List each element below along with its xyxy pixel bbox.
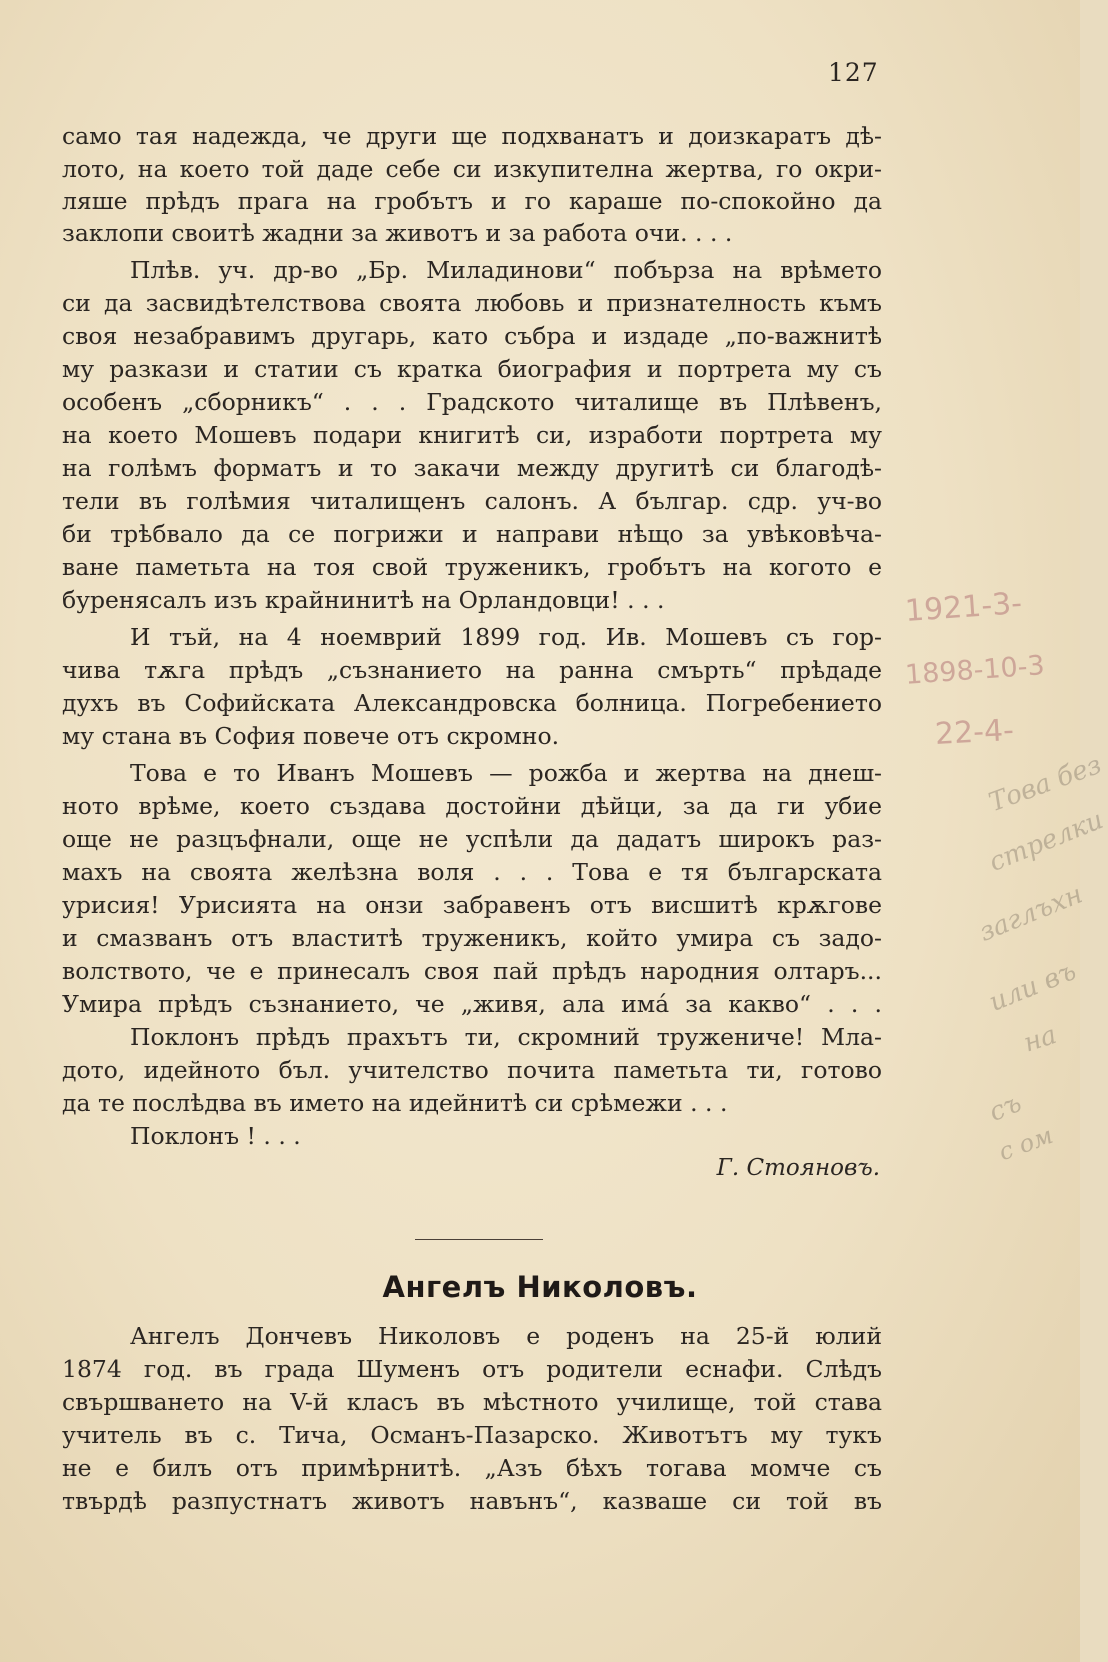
text-line: урисия! Урисията на онзи забравенъ отъ висшитѣ крѫгове	[62, 891, 882, 919]
text-line: ното врѣме, което създава достойни дѣйци, за да ги убие	[62, 792, 882, 820]
text-line: само тая надежда, че други ще подхванатъ и доизкаратъ дѣ-	[62, 122, 882, 150]
text-line: на което Мошевъ подари книгитѣ си, изработи портрета му	[62, 421, 882, 449]
text-line: Плѣв. уч. др-во „Бр. Миладинови“ побърза на врѣмето	[130, 256, 882, 284]
text-line: Умира прѣдъ съзнанието, че „живя, ала има́ за какво“ . . .	[62, 990, 882, 1018]
text-line: свършването на V-й класъ въ мѣстното училище, той става	[62, 1388, 882, 1416]
text-line: лото, на което той даде себе си изкупителна жертва, го окри-	[62, 155, 882, 183]
text-line: на голѣмъ форматъ и то закачи между другитѣ си благодѣ-	[62, 454, 882, 482]
text-line: ване паметьта на тоя свой труженикъ, гробътъ на когото е	[62, 553, 882, 581]
text-line: Поклонъ прѣдъ прахътъ ти, скромний труженичe! Мла-	[130, 1023, 882, 1051]
text-line: махъ на своята желѣзна воля . . . Това е тя българската	[62, 858, 882, 886]
text-line: би трѣбвало да се погрижи и направи нѣщо за увѣковѣча-	[62, 520, 882, 548]
text-line: Това е то Иванъ Мошевъ — рожба и жертва на днеш-	[130, 759, 882, 787]
pencil-note: съ	[985, 1088, 1026, 1128]
text-line: тели въ голѣмия читалищенъ салонъ. А българ. сдр. уч-во	[62, 487, 882, 515]
pencil-note: Това без	[985, 749, 1106, 819]
text-line: Ангелъ Дончевъ Николовъ е роденъ на 25-й юлий	[130, 1322, 882, 1350]
text-line: заклопи своитѣ жадни за животъ и за работа очи. . . .	[62, 219, 733, 247]
margin-annotation: 22-4-	[934, 712, 1015, 753]
pencil-note: с ом	[995, 1121, 1057, 1167]
pencil-note: или въ	[985, 955, 1081, 1018]
text-line: И тъй, на 4 ноемврий 1899 год. Ив. Мошевъ съ гор-	[130, 623, 882, 651]
text-line: своя незабравимъ другарь, като събра и издаде „по-важнитѣ	[62, 322, 882, 350]
margin-annotation: 1898-10-3	[904, 650, 1046, 691]
text-line: дото, идейното бъл. учителство почита паметьта ти, готово	[62, 1056, 882, 1084]
text-line: да те послѣдва въ името на идейнитѣ си срѣмежи . . .	[62, 1089, 728, 1117]
text-line: ляше прѣдъ прага на гробътъ и го караше по-спокойно да	[62, 187, 882, 215]
text-line: и смазванъ отъ властитѣ труженикъ, който умира съ задо-	[62, 924, 882, 952]
pencil-note: стрелки	[985, 805, 1108, 878]
text-line: буренясалъ изъ крайнинитѣ на Орландовци! . . .	[62, 586, 665, 614]
pencil-note: заглъхн	[975, 879, 1087, 948]
text-line: учитель въ с. Тича, Османъ-Пазарско. Животътъ му тукъ	[62, 1421, 882, 1449]
text-line: му стана въ София повече отъ скромно.	[62, 722, 560, 750]
text-line: му разкази и статии съ кратка биография и портрета му съ	[62, 355, 882, 383]
text-line: твърдѣ разпустнатъ животъ навънъ“, казваше си той въ	[62, 1487, 882, 1515]
closing-line: Поклонъ ! . . .	[130, 1122, 301, 1150]
text-line: още не разцъфнали, още не успѣли да дадатъ широкъ раз-	[62, 825, 882, 853]
margin-annotation: 1921-3-	[903, 585, 1024, 630]
pencil-note: на	[1020, 1019, 1061, 1059]
text-line: 1874 год. въ града Шуменъ отъ родители еснафи. Слѣдъ	[62, 1355, 882, 1383]
section-divider	[415, 1239, 543, 1240]
text-line: особенъ „сборникъ“ . . . Градското читалище въ Плѣвенъ,	[62, 388, 882, 416]
page-number: 127	[828, 58, 879, 87]
section-heading: Ангелъ Николовъ.	[382, 1270, 698, 1304]
text-line: духъ въ Софийската Александровска болница. Погребението	[62, 689, 882, 717]
text-line: волството, че е принесалъ своя пай прѣдъ народния олтаръ...	[62, 957, 882, 985]
text-line: не е билъ отъ примѣрнитѣ. „Азъ бѣхъ тогава момче съ	[62, 1454, 882, 1482]
author-signature: Г. Стояновъ.	[716, 1155, 880, 1181]
text-line: чива тѫга прѣдъ „съзнанието на ранна смърть“ прѣдаде	[62, 656, 882, 684]
text-line: си да засвидѣтелствова своята любовь и признателность къмъ	[62, 289, 882, 317]
